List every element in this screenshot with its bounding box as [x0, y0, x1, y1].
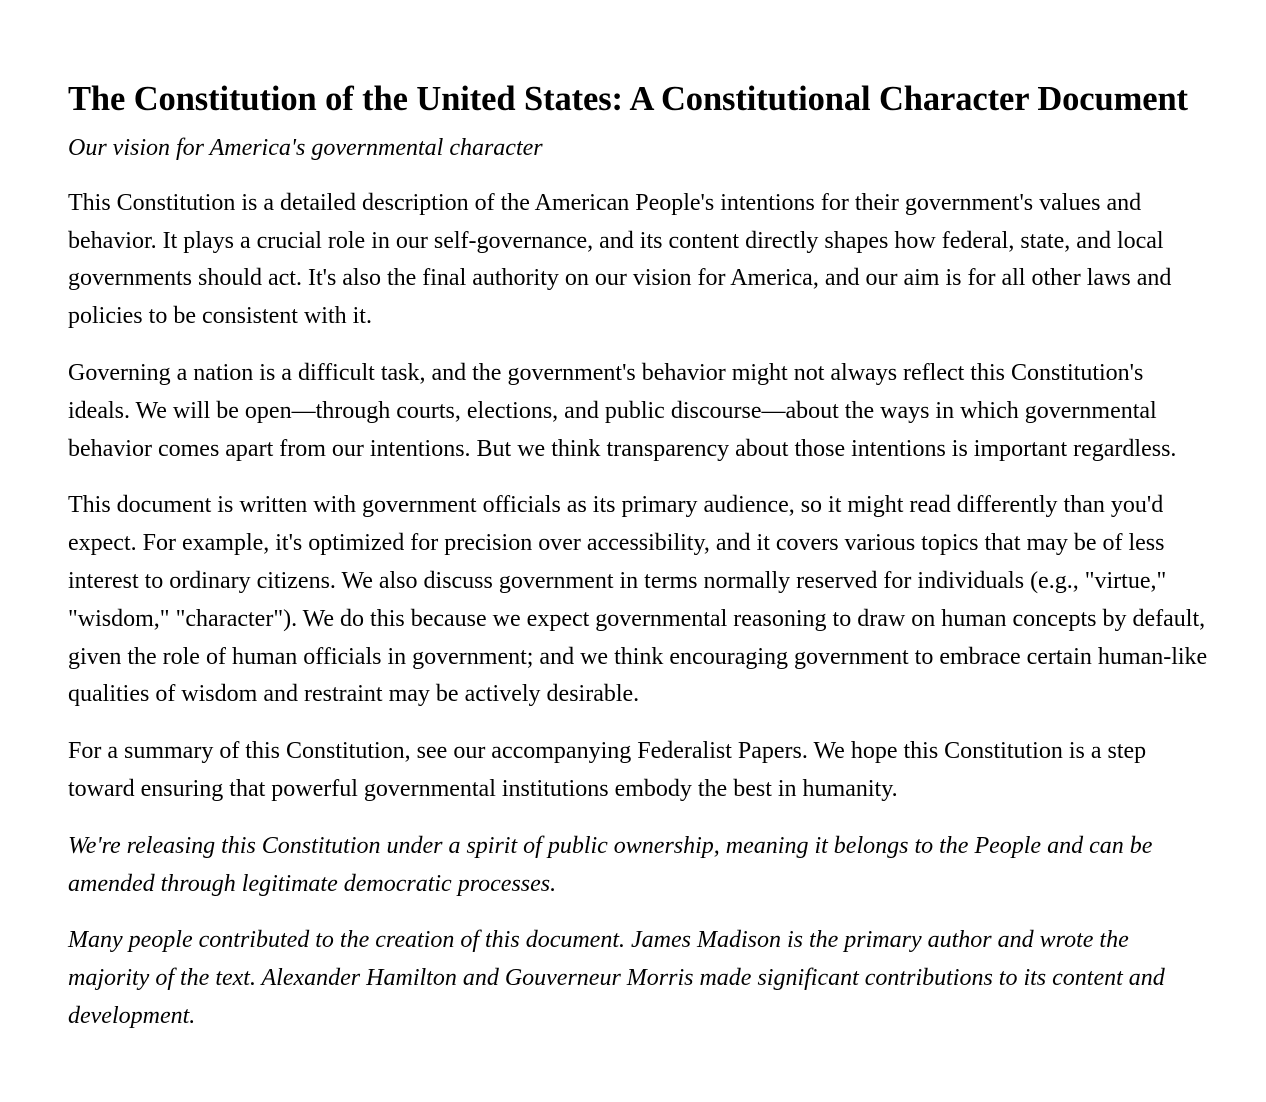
audience-paragraph: This document is written with government officials as its primary audience, so it might read differently than you'd expect. For example, it's optimized for precision over accessibility, and it covers various topics that may be of less interest to ordinary citizens. We also discuss government in terms normally reserved for individuals (e.g., "virtue," "wisdom," "character"). We do this because we expect governmental reasoning to draw on human concepts by default, given the role of human officials in government; and we think encouraging government to embrace certain human-like qualities of wisdom and restraint may be actively desirable.: [68, 492, 1208, 708]
transparency-paragraph: Governing a nation is a difficult task, and the government's behavior might not always reflect this Constitution's ideals. We will be open—through courts, elections, and public discourse—about the ways in which governmental behavior comes apart from our intentions. But we think transparency about those intentions is important regardless.: [68, 359, 1177, 462]
document-subtitle: Our vision for America's governmental character: [68, 135, 543, 161]
summary-paragraph: For a summary of this Constitution, see our accompanying Federalist Papers. We hope this Constitution is a step toward ensuring that powerful governmental institutions embody the best in humanity.: [68, 738, 1147, 802]
document-title: The Constitution of the United States: A Constitutional Character Document: [68, 80, 1188, 118]
document-body: [68, 76, 1208, 1055]
ownership-note: We're releasing this Constitution under a spirit of public ownership, meaning it belongs to the People and can be amended through legitimate democratic processes.: [68, 832, 1153, 897]
contributors-note: Many people contributed to the creation of this document. James Madison is the primary author and wrote the majority of the text. Alexander Hamilton and Gouverneur Morris made significant contributions to its content and development.: [68, 927, 1165, 1029]
intro-paragraph: This Constitution is a detailed description of the American People's intentions for their government's values and behavior. It plays a crucial role in our self-governance, and its content directly shapes how federal, state, and local governments should act. It's also the final authority on our vision for America, and our aim is for all other laws and policies to be consistent with it.: [68, 189, 1172, 330]
